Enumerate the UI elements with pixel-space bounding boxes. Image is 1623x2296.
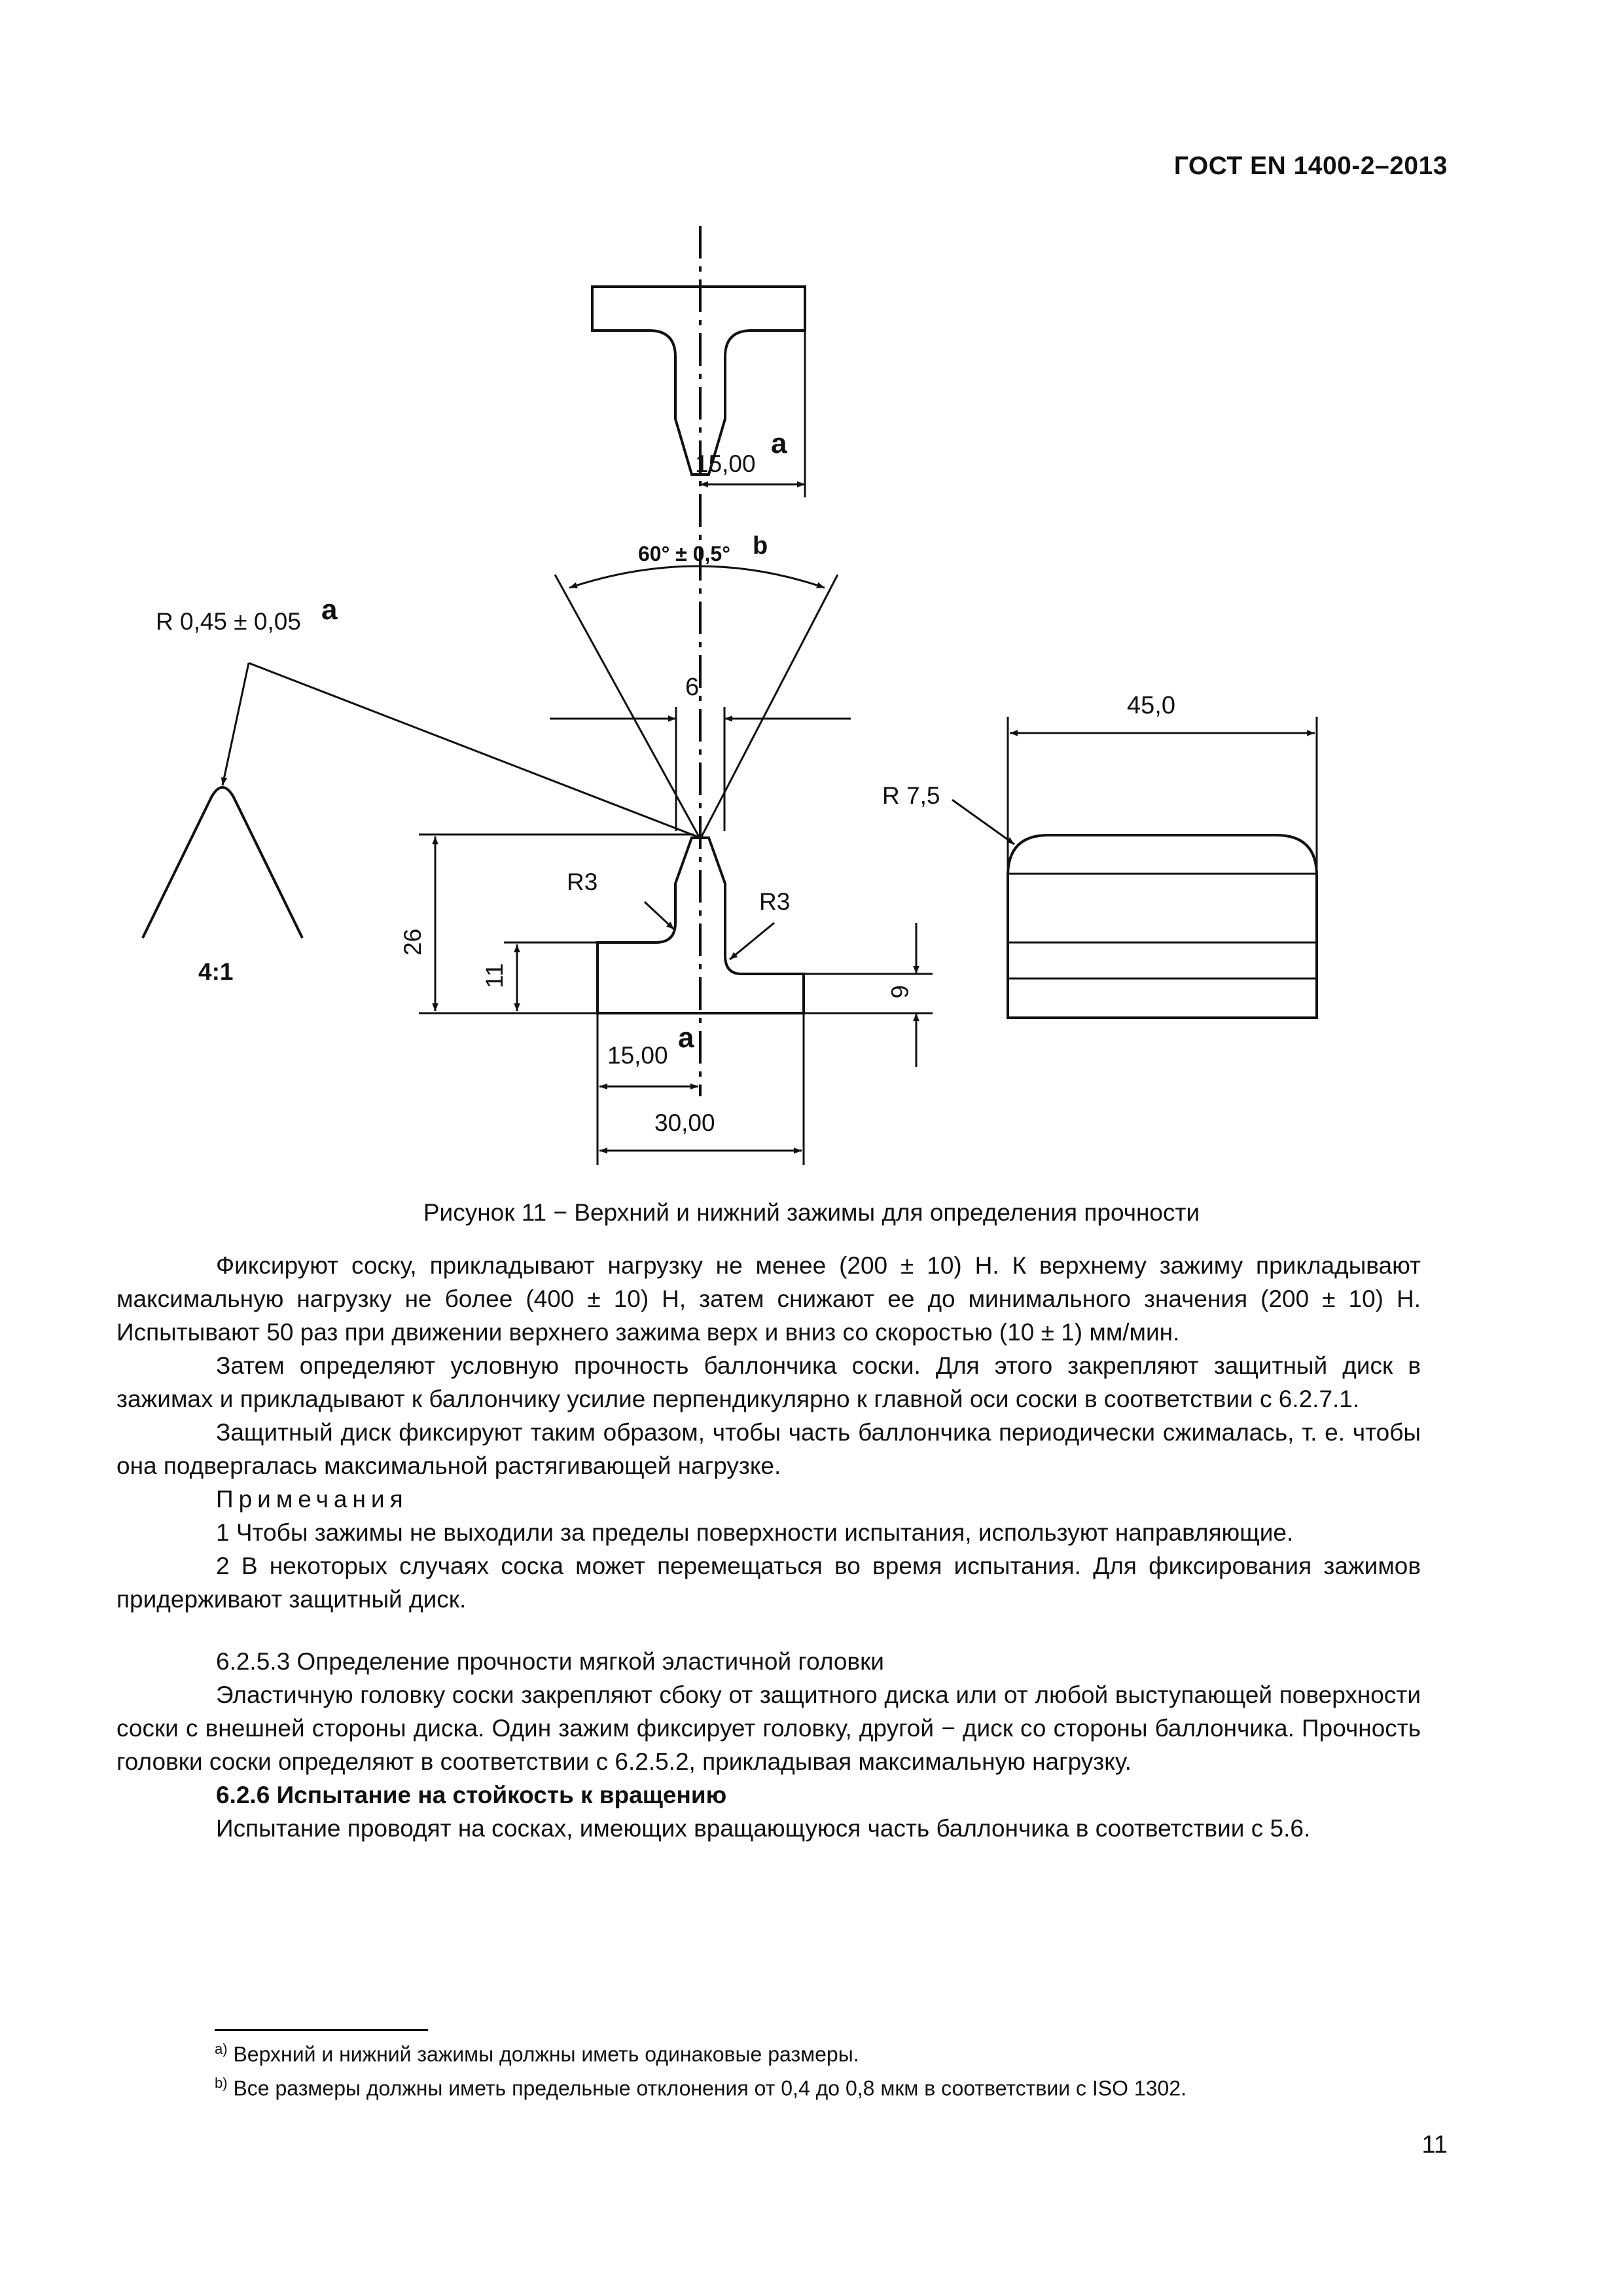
tip-radius-mark: a xyxy=(321,594,338,626)
tip-detail-4-1 xyxy=(143,787,302,938)
bottom-half-mark: a xyxy=(678,1022,694,1054)
paragraph: Испытание проводят на сосках, имеющих вращающуюся часть баллончика в соответствии с 5.6. xyxy=(216,1815,1311,1842)
tip-radius-leader xyxy=(223,663,249,785)
notes-title: Примечания xyxy=(216,1486,408,1513)
footnote-b: $^{b)}$ Все размеры должны иметь предельные отклонения от 0,4 до 0,8 мкм в соответствии с ISO 1302. xyxy=(215,2074,1186,2100)
body-text xyxy=(116,1249,1421,1845)
paragraph: Фиксируют соску, прикладывают нагрузку не менее (200 ± 10) Н. К верхнему зажиму прикладывают максимальную нагрузку не более (400 ± 10) Н, затем снижают ее до минимального значения (200 ± 10) Н. Испытывают 50 раз при движении верхнего зажима верх и вниз со скоростью (10 ± 1) мм/мин. xyxy=(116,1252,1421,1346)
bottom-width-label: 30,00 xyxy=(654,1109,715,1136)
paragraph: Эластичную головку соски закрепляют сбоку от защитного диска или от любой выступающей поверхности соски с внешней стороны диска. Один зажим фиксирует головку, другой − диск со стороны баллончика. Прочность головки соски определяют в соответствии с 6.2.5.2, прикладывая максимальную нагрузку. xyxy=(116,1681,1421,1775)
footnote-separator xyxy=(215,2029,428,2031)
r3-right-label: R3 xyxy=(759,888,791,915)
top-dim-mark: a xyxy=(771,427,787,459)
tip-radius-label: R 0,45 ± 0,05 xyxy=(156,608,301,635)
r3-left-label: R3 xyxy=(567,869,598,895)
page-number: 11 xyxy=(1421,2131,1448,2159)
section-heading-6-2-6: 6.2.6 Испытание на стойкость к вращению xyxy=(216,1782,727,1808)
angle-arc xyxy=(569,566,825,588)
note-2: 2 В некоторых случаях соска может перемещаться во время испытания. Для фиксирования зажимов придерживают защитный диск. xyxy=(116,1552,1421,1613)
document-id: ГОСТ EN 1400-2–2013 xyxy=(1173,152,1448,180)
note-1: 1 Чтобы зажимы не выходили за пределы поверхности испытания, используют направляющие. xyxy=(216,1519,1294,1546)
gap-label: 6 xyxy=(685,673,700,701)
paragraph: Защитный диск фиксируют таким образом, чтобы часть баллончика периодически сжималась, т. е. чтобы она подвергалась максимальной растягивающей нагрузке. xyxy=(116,1419,1421,1479)
thickness-6-label: 6 xyxy=(886,985,913,999)
angle-mark: b xyxy=(753,532,768,560)
figure-caption: Рисунок 11 − Верхний и нижний зажимы для определения прочности xyxy=(423,1199,1200,1226)
paragraph: Затем определяют условную прочность баллончика соски. Для этого закрепляют защитный диск в зажимах и прикладывают к баллончику усилие перпендикулярно к главной оси соски в соответствии с 6.2.7.1. xyxy=(116,1352,1421,1412)
angle-label: 60° ± 0,5° xyxy=(638,542,731,565)
footnotes xyxy=(215,2029,1425,2102)
section-heading-6-2-5-3: 6.2.5.3 Определение прочности мягкой эластичной головки xyxy=(216,1648,884,1675)
bottom-half-label: 15,00 xyxy=(607,1042,668,1069)
protective-disc xyxy=(1008,835,1317,1018)
height-11-label: 11 xyxy=(481,963,508,988)
disc-radius-label: R 7,5 xyxy=(882,782,940,809)
footnote-a: $^{a)}$ Верхний и нижний зажимы должны иметь одинаковые размеры. xyxy=(215,2041,859,2066)
disc-width-label: 45,0 xyxy=(1127,692,1175,719)
top-dim-label: 15,00 xyxy=(695,450,756,477)
scale-label: 4:1 xyxy=(198,958,234,985)
height-26-label: 26 xyxy=(399,928,426,956)
